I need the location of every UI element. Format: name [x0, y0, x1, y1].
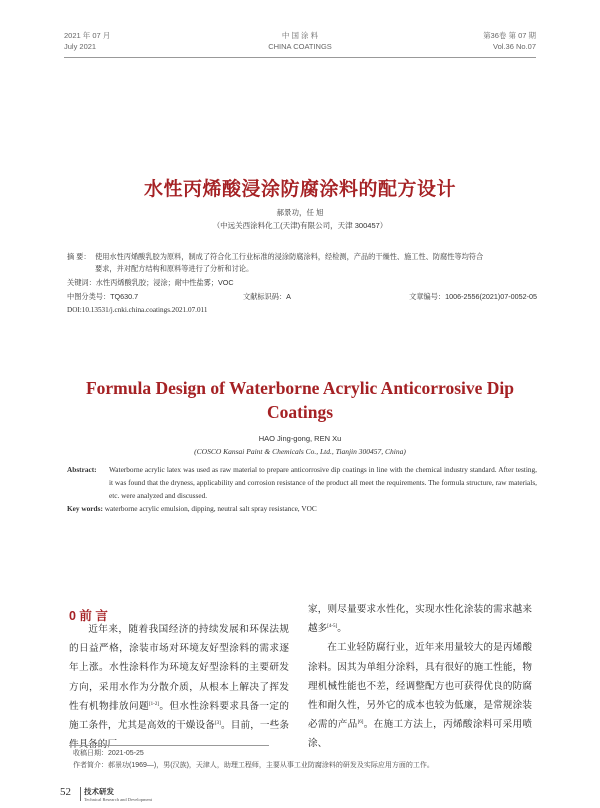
- body-column-right: [308, 600, 532, 754]
- abstract-en-text: Waterborne acrylic latex was used as raw material to prepare anticorrosive dip coatings in line with the chemical industry standard. After testing, it was found that the dryness, applicability and corrosion resistance of the product all meet the requirements. The formula structure, raw materials, etc. were analyzed and discussed.: [109, 465, 537, 500]
- affiliation-en: (COSCO Kansai Paint & Chemicals Co., Ltd., Tianjin 300457, China): [194, 447, 406, 456]
- title-cn: 水性丙烯酸浸涂防腐涂料的配方设计: [143, 179, 456, 200]
- volume-issue-en: Vol.36 No.07: [493, 42, 536, 51]
- authors-cn: 郝景功，任 旭: [276, 208, 324, 217]
- journal-name-en: CHINA COATINGS: [268, 42, 332, 51]
- citation: [3]: [215, 720, 221, 726]
- footnote-received: 收稿日期：2021-05-25: [73, 750, 144, 757]
- abstract-cn-label: 摘 要：: [67, 252, 91, 261]
- body-paragraph: 近年来，随着我国经济的持续发展和环保法规的日益严格，涂装市场对环境友好型涂料的需求逐年上涨。水性涂料作为环境友好型涂料的主要研发方向，采用水作为分散介质，从根本上解决了挥发性有机物排放问题[1-2]。但水性涂料要求具备一定的施工条件，尤其是高效的干燥设备[3]。目前，一些条件具备的厂: [69, 624, 289, 751]
- section-heading: 0 前 言: [69, 609, 108, 623]
- body-paragraph: 在工业轻防腐行业，近年来用量较大的是丙烯酸涂料。因其为单组分涂料，具有很好的施工性能，物理机械性能也不差，经调整配方也可获得优良的防腐性和耐久性，另外它的成本也较为低廉，是常规涂装必需的产品[6]。在施工方法上，丙烯酸涂料可采用喷涂、: [308, 642, 533, 750]
- volume-issue-cn: 第36卷 第 07 期: [483, 31, 536, 40]
- abstract-en-label: Abstract:: [67, 465, 97, 474]
- citation: [4-5]: [327, 624, 338, 630]
- citation: [1-2]: [149, 701, 159, 707]
- keywords-en-label: Key words:: [67, 504, 103, 513]
- header-divider: [64, 57, 536, 58]
- abstract-cn-line2: 要求，并对配方结构和原料等进行了分析和讨论。: [95, 264, 254, 273]
- abstract-en: [67, 463, 537, 502]
- abstract-cn: [67, 251, 537, 275]
- body-paragraph: 家，则尽量要求水性化，实现水性化涂装的需求越来越多[4-5]。: [308, 604, 532, 635]
- document-code: 文献标识码：A: [243, 292, 291, 301]
- page-number: 52: [60, 786, 71, 798]
- footnote-divider: [69, 745, 269, 746]
- body-column-left: [69, 620, 289, 754]
- footer-divider: [80, 787, 81, 801]
- keywords-cn: 关键词：水性丙烯酸乳胶；浸涂；耐中性盐雾；VOC: [67, 278, 234, 287]
- abstract-cn-line1: 使用水性丙烯酸乳胶为原料，制成了符合化工行业标准的浸涂防腐涂料，经检测，产品的干燥性、施工性、防腐性等均符合: [95, 252, 484, 261]
- header-date-cn: 2021 年 07 月: [64, 31, 111, 40]
- keywords-en: [67, 504, 537, 513]
- class-number: 中图分类号：TQ630.7: [67, 292, 139, 301]
- affiliation-cn: （中远关西涂料化工(天津)有限公司，天津 300457）: [212, 221, 388, 230]
- header-date-en: July 2021: [64, 42, 97, 51]
- doi: DOI:10.13531/j.cnki.china.coatings.2021.07.011: [67, 306, 208, 314]
- footer-column-cn: 技术研发: [84, 787, 114, 796]
- footnote-author: 作者简介：郝景功(1969—)，男(汉族)，天津人，助理工程师，主要从事工业防腐涂料的研发及实际应用方面的工作。: [73, 762, 434, 769]
- article-number: 文章编号：1006-2556(2021)07-0052-05: [409, 292, 537, 301]
- journal-name-cn: 中 国 涂 料: [281, 31, 319, 40]
- keywords-en-text: waterborne acrylic emulsion, dipping, neutral salt spray resistance, VOC: [104, 504, 317, 513]
- header-right: [483, 30, 536, 52]
- footer-column-en: Technical Research and Development: [84, 797, 153, 802]
- authors-en: HAO Jing-gong, REN Xu: [258, 434, 342, 443]
- title-en: Formula Design of Waterborne Acrylic Anticorrosive Dip Coatings: [85, 378, 515, 422]
- citation: [6]: [357, 720, 364, 726]
